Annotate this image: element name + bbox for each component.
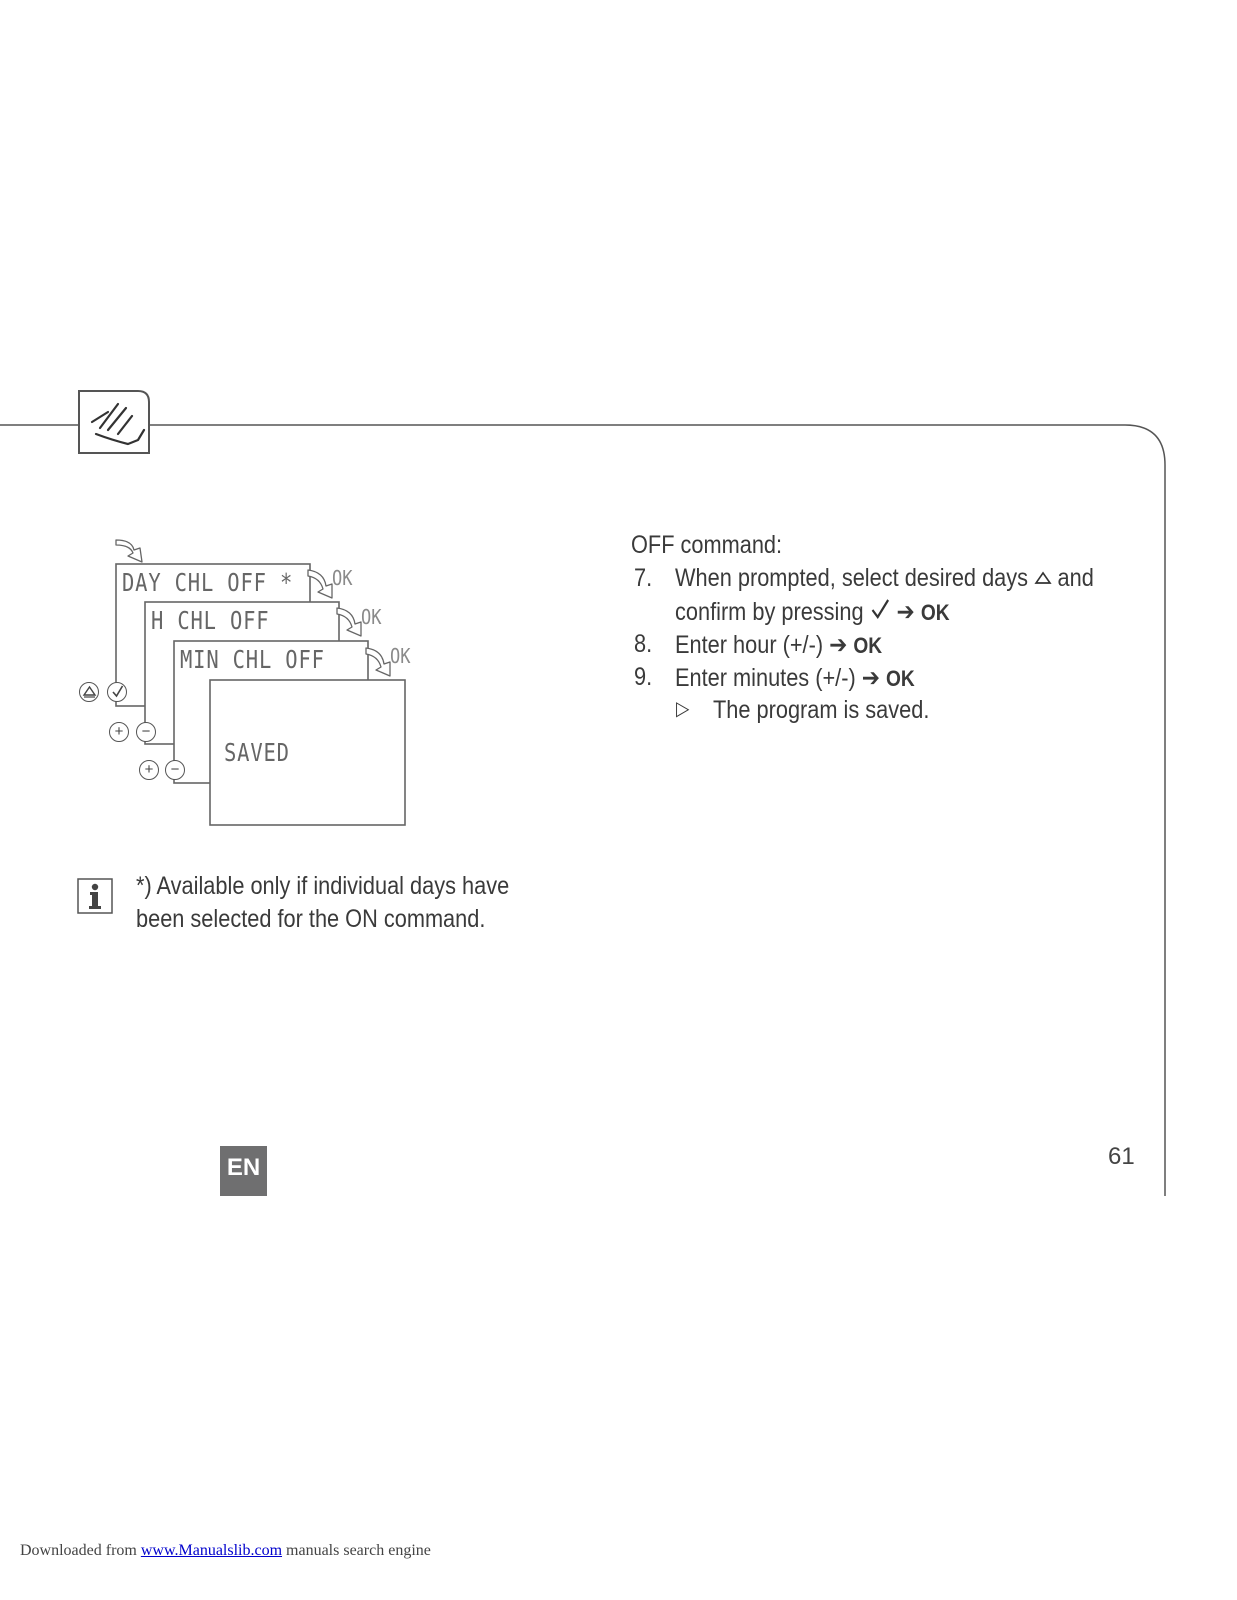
- lcd-sequence-diagram: [70, 530, 430, 830]
- step-number: 9.: [634, 663, 653, 691]
- lcd-text-min: MIN CHL OFF: [180, 645, 325, 674]
- check-icon: [870, 598, 891, 626]
- ok-label: OK: [361, 605, 382, 629]
- ok-label: OK: [390, 644, 411, 668]
- up-triangle-icon: [79, 682, 99, 702]
- hand-pointer-icon: [78, 390, 150, 454]
- minus-button-symbol: −: [165, 760, 185, 780]
- step-7-line2: confirm by pressing ➔ OK: [675, 598, 950, 626]
- up-triangle-icon: [1034, 564, 1051, 592]
- result-bullet-icon: ▷: [676, 698, 690, 720]
- lcd-text-saved: SAVED: [224, 738, 290, 767]
- plus-button-symbol: +: [139, 760, 159, 780]
- step-number: 8.: [634, 630, 653, 658]
- info-icon: [77, 878, 113, 914]
- ok-label: OK: [332, 566, 353, 590]
- lcd-text-day: DAY CHL OFF *: [122, 568, 294, 597]
- language-badge: EN: [220, 1146, 267, 1196]
- step-8: Enter hour (+/-) ➔ OK: [675, 631, 883, 659]
- note-line-1: *) Available only if individual days have: [136, 872, 510, 900]
- step-number: 7.: [634, 564, 653, 592]
- check-icon: [107, 682, 127, 702]
- download-footer: [20, 1542, 431, 1560]
- note-line-2: been selected for the ON command.: [136, 905, 486, 933]
- arrow-right-icon: ➔: [896, 598, 915, 626]
- minus-button-symbol: −: [136, 722, 156, 742]
- footer-prefix: Downloaded from: [20, 1542, 137, 1559]
- step-7-line1: When prompted, select desired days and: [675, 564, 1094, 592]
- step-9: Enter minutes (+/-) ➔ OK: [675, 664, 915, 692]
- instructions-heading: OFF command:: [631, 531, 783, 559]
- plus-button-symbol: +: [109, 722, 129, 742]
- page-number: 61: [1108, 1143, 1135, 1170]
- arrow-right-icon: ➔: [829, 631, 848, 659]
- result-text: The program is saved.: [713, 696, 930, 724]
- manualslib-link[interactable]: www.Manualslib.com: [140, 1542, 283, 1559]
- footer-suffix: manuals search engine: [286, 1542, 431, 1559]
- lcd-text-hour: H CHL OFF: [151, 606, 270, 635]
- arrow-right-icon: ➔: [861, 664, 880, 692]
